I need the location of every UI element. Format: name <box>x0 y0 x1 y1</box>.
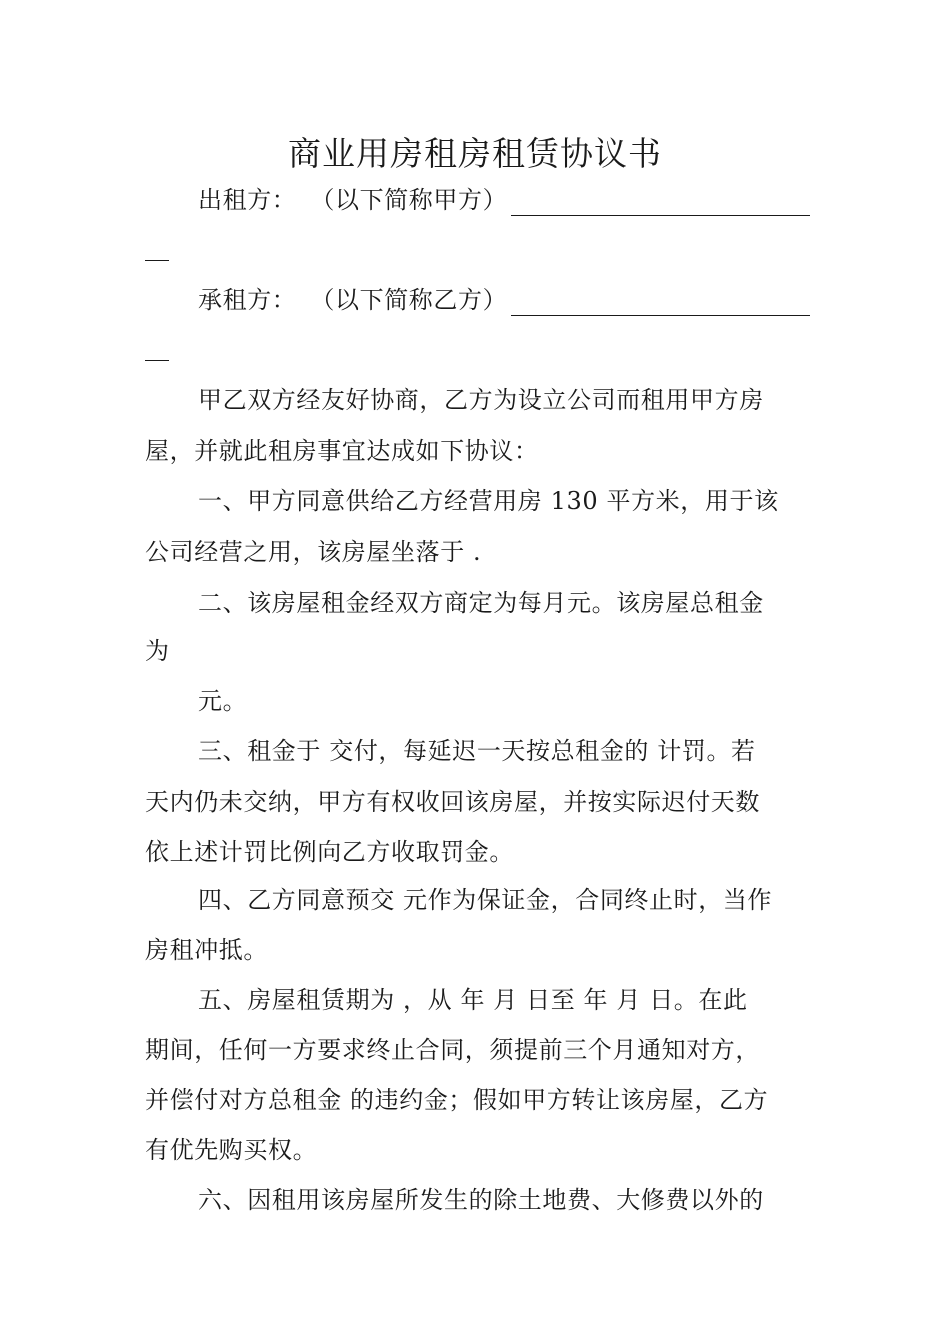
lessor-blank-continuation <box>145 260 169 261</box>
clause-2-line-1: 二、该房屋租金经双方商定为每月元。该房屋总租金 <box>198 589 764 617</box>
clause-5-line-2: 期间，任何一方要求终止合同，须提前三个月通知对方， <box>145 1036 760 1064</box>
clause-5-line-4: 有优先购买权。 <box>145 1136 318 1164</box>
lessor-line <box>198 184 810 216</box>
lessee-note: （以下简称乙方） <box>310 286 508 314</box>
clause-2-line-2: 为 <box>145 637 170 665</box>
clause-4-line-1: 四、乙方同意预交 元作为保证金，合同终止时，当作 <box>198 886 773 914</box>
document-title: 商业用房租房租赁协议书 <box>288 134 662 173</box>
clause-1-line-2: 公司经营之用，该房屋坐落于 . <box>145 538 482 566</box>
clause-3-line-2: 天内仍未交纳，甲方有权收回该房屋，并按实际迟付天数 <box>145 788 760 816</box>
clause-5-line-3: 并偿付对方总租金 的违约金；假如甲方转让该房屋，乙方 <box>145 1086 769 1114</box>
intro-line-2: 屋，并就此租房事宜达成如下协议： <box>145 437 539 465</box>
lessee-line <box>198 284 810 316</box>
clause-6-line-1: 六、因租用该房屋所发生的除土地费、大修费以外的 <box>198 1186 764 1214</box>
lessor-note: （以下简称甲方） <box>310 186 508 214</box>
intro-line-1: 甲乙双方经友好协商，乙方为设立公司而租用甲方房 <box>198 386 764 414</box>
clause-1-line-1: 一、甲方同意供给乙方经营用房 130 平方米，用于该 <box>198 487 779 515</box>
clause-5-line-1: 五、房屋租赁期为 ，从 年 月 日至 年 月 日。在此 <box>198 986 748 1014</box>
lessee-blank-line <box>511 293 810 316</box>
lessee-blank-continuation <box>145 360 169 361</box>
clause-3-line-3: 依上述计罚比例向乙方收取罚金。 <box>145 838 514 866</box>
lessor-blank-line <box>511 193 810 216</box>
clause-2-line-3: 元。 <box>198 687 248 715</box>
clause-3-line-1: 三、租金于 交付，每延迟一天按总租金的 计罚。若 <box>198 737 756 765</box>
clause-4-line-2: 房租冲抵。 <box>145 936 268 964</box>
lessee-label: 承租方： <box>198 286 297 314</box>
lessor-label: 出租方： <box>198 186 297 214</box>
